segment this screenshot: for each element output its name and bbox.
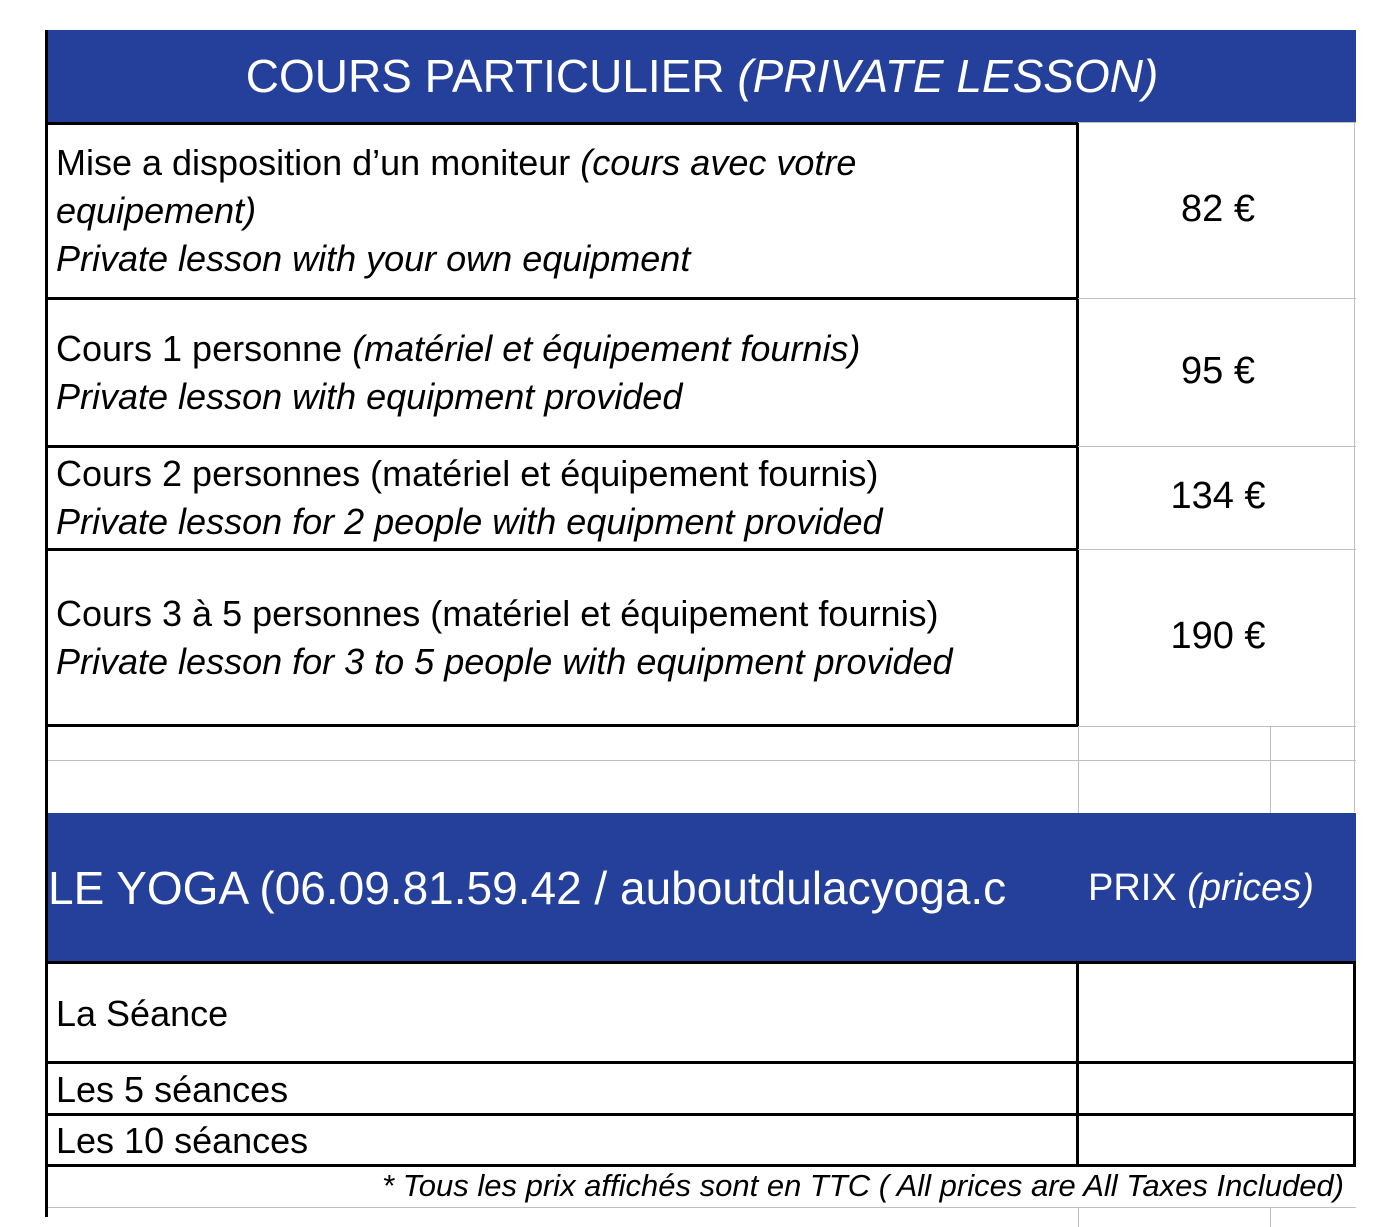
- row-divider-3-price: [1078, 549, 1356, 550]
- row1-fr-italic: (cours avec votre: [580, 142, 857, 183]
- row1-fr: Mise a disposition d’un moniteur: [56, 142, 571, 183]
- row-divider-1: [48, 297, 1078, 300]
- yoga-price-header: [1088, 813, 1356, 963]
- row3-fr: Cours 2 personnes (matériel et équipement fournis): [56, 453, 879, 494]
- row1-price: 82 €: [1181, 188, 1255, 230]
- row-divider-3: [48, 548, 1078, 551]
- table1-top-line-price: [1078, 122, 1356, 123]
- private-lesson-title-italic: (PRIVATE LESSON): [737, 50, 1159, 102]
- private-lesson-header: [48, 30, 1356, 123]
- row3-en: Private lesson for 2 people with equipment provided: [56, 501, 883, 542]
- row1-en: Private lesson with your own equipment: [56, 238, 691, 279]
- footnote: * Tous les prix affichés sont en TTC ( All prices are All Taxes Included): [382, 1168, 1344, 1203]
- spacer-row-line: [48, 760, 1356, 761]
- row4-en: Private lesson for 3 to 5 people with equipment provided: [56, 641, 953, 682]
- row2-price: 95 €: [1181, 350, 1255, 392]
- spacer-col-line-1: [1078, 727, 1079, 813]
- row1-fr-italic-2: equipement): [56, 190, 257, 231]
- row-divider-2-price: [1078, 446, 1356, 447]
- row2-fr: Cours 1 personne: [56, 328, 343, 369]
- yoga-header: [48, 813, 1356, 963]
- row4-description: [56, 590, 953, 686]
- row2-fr-italic: (matériel et équipement fournis): [352, 328, 861, 369]
- left-border: [45, 30, 48, 1217]
- yoga-row-2: Les 5 séances: [56, 1069, 289, 1110]
- private-lesson-title: COURS PARTICULIER: [245, 50, 725, 102]
- footnote-col-line-1: [1078, 1207, 1079, 1227]
- row4-price: 190 €: [1170, 615, 1266, 657]
- row1-description: [56, 139, 856, 283]
- footnote-bottom-line: [48, 1207, 1356, 1208]
- yoga-row-1: La Séance: [56, 993, 229, 1034]
- spacer-col-line-2: [1270, 727, 1271, 813]
- table2-top-line: [48, 961, 1356, 964]
- footnote-col-line-2: [1270, 1207, 1271, 1227]
- row2-description: [56, 325, 860, 421]
- yoga-row-3: Les 10 séances: [56, 1120, 309, 1161]
- yoga-price-label-italic: (prices): [1187, 867, 1314, 909]
- row4-fr: Cours 3 à 5 personnes (matériel et équipement fournis): [56, 593, 939, 634]
- yoga-title: LE YOGA (06.09.81.59.42 / auboutdulacyoga.c: [48, 862, 1007, 914]
- row3-price: 134 €: [1170, 475, 1266, 517]
- table1-top-line: [48, 122, 1078, 125]
- table2-row-divider-1: [48, 1061, 1356, 1064]
- row-divider-4: [48, 724, 1078, 727]
- row-divider-1-price: [1078, 298, 1356, 299]
- row2-en: Private lesson with equipment provided: [56, 376, 683, 417]
- row-divider-4-price: [1078, 726, 1356, 727]
- table1-divider: [1076, 122, 1079, 727]
- yoga-price-label: PRIX: [1088, 867, 1177, 909]
- row-divider-2: [48, 445, 1078, 448]
- row3-description: [56, 450, 883, 546]
